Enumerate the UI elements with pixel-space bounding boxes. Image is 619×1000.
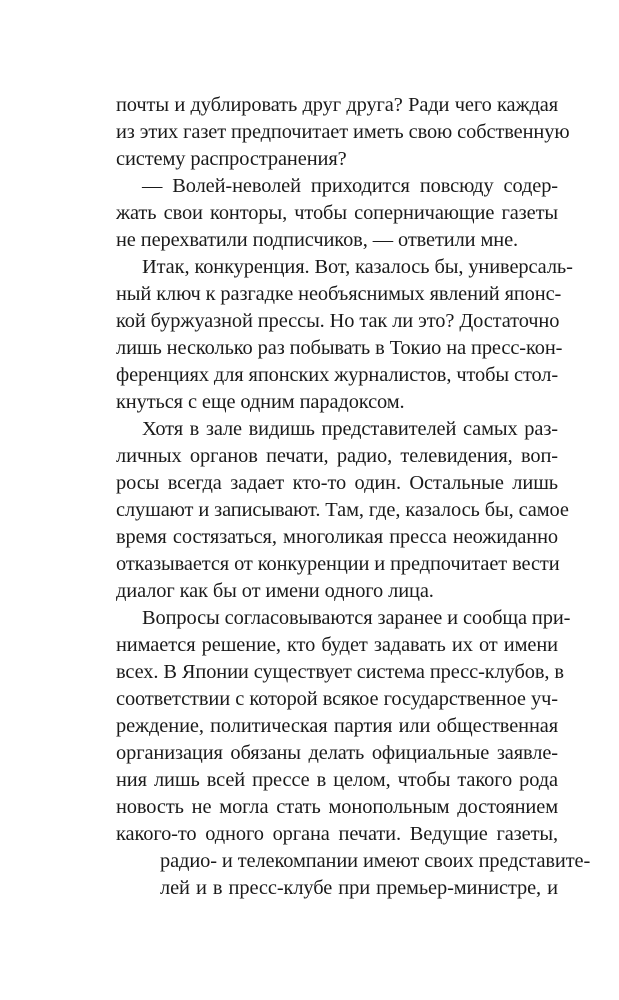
text-line: слушают и записывают. Там, где, казалось бы, самое (116, 499, 569, 521)
text-line: не перехватили подписчиков, — ответили мне. (116, 229, 519, 251)
text-line: отказывается от конкуренции и предпочитает вести (116, 553, 560, 575)
text-line: реждение, политическая партия или общественная (116, 715, 558, 737)
text-line: время состязаться, многоликая пресса неожиданно (116, 526, 558, 548)
text-line: кнуться с еще одним парадоксом. (116, 391, 405, 413)
text-line: организация обязаны делать официальные заявле- (116, 742, 558, 764)
text-line: ния лишь всей прессе в целом, чтобы такого рода (116, 769, 558, 791)
text-line: росы всегда задает кто-то один. Остальные лишь (116, 472, 558, 494)
text-line: Хотя в зале видишь представителей самых раз- (142, 418, 558, 440)
text-line: ный ключ к разгадке необъяснимых явлений японс- (116, 283, 562, 305)
text-line: нимается решение, кто будет задавать их от имени (116, 634, 558, 656)
text-line: всех. В Японии существует система пресс-клубов, в (116, 661, 564, 683)
text-line: лей и в пресс-клубе при премьер-министре, и (160, 877, 558, 899)
text-line: почты и дублировать друг друга? Ради чего каждая (116, 94, 558, 116)
text-line: личных органов печати, радио, телевидения, воп- (116, 445, 558, 467)
text-line: — Волей-неволей приходится повсюду содер- (142, 175, 558, 197)
text-line: кой буржуазной прессы. Но так ли это? Достаточно (116, 310, 560, 332)
text-line: Итак, конкуренция. Вот, казалось бы, универсаль- (142, 256, 573, 278)
text-line: соответствии с которой всякое государственное уч- (116, 688, 558, 710)
text-line: новость не могла стать монопольным достоянием (116, 796, 558, 818)
text-line: жать свои конторы, чтобы соперничающие газеты (116, 202, 558, 224)
text-line: из этих газет предпочитает иметь свою собственную (116, 121, 570, 143)
text-line: радио- и телекомпании имеют своих представите- (160, 850, 591, 872)
text-line: систему распространения? (116, 148, 347, 170)
text-line: Вопросы согласовываются заранее и сообща при- (142, 607, 571, 629)
text-line: какого-то одного органа печати. Ведущие газеты, (116, 823, 558, 845)
text-line: диалог как бы от имени одного лица. (116, 580, 434, 602)
text-line: ференциях для японских журналистов, чтобы стол- (116, 364, 559, 386)
text-line: лишь несколько раз побывать в Токио на пресс-кон- (116, 337, 563, 359)
